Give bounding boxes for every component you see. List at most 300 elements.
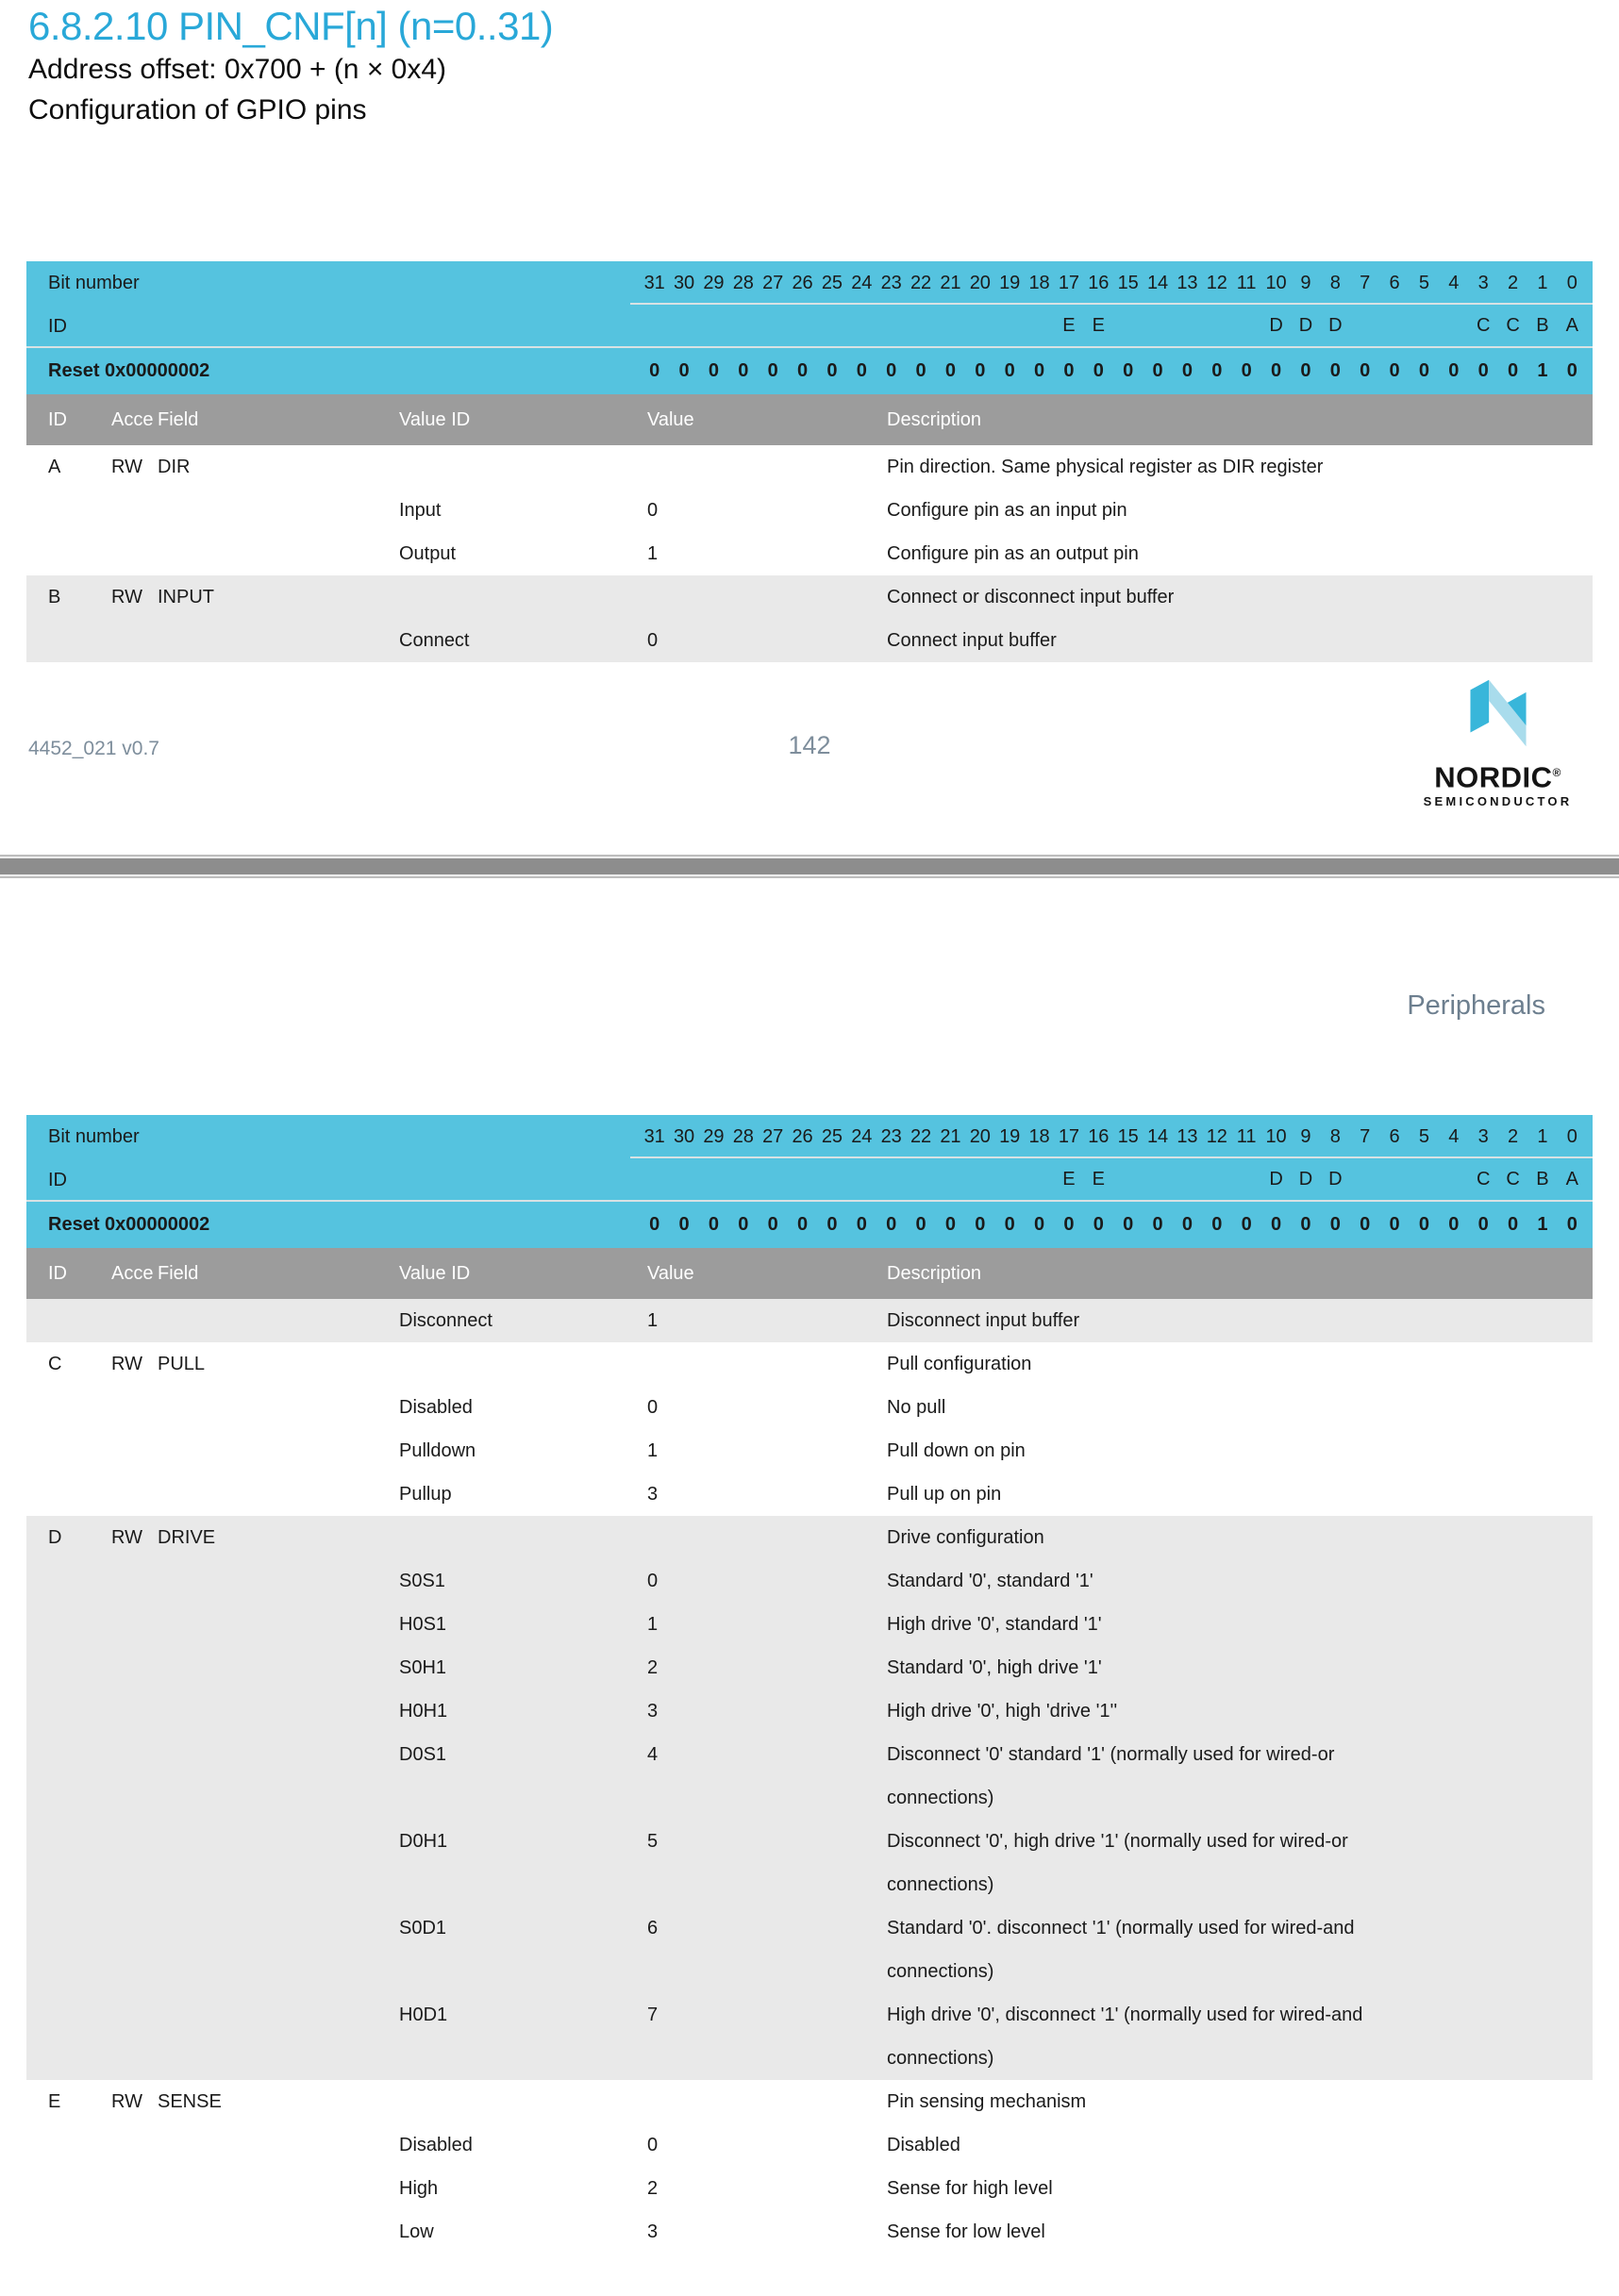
- id-letter: [995, 305, 1025, 346]
- bit-number: 5: [1418, 1125, 1429, 1147]
- value: 1: [647, 1310, 659, 1331]
- reset-bit-value: 0: [1566, 360, 1577, 381]
- field-id: C: [48, 1354, 62, 1374]
- registered-mark: ®: [1552, 766, 1561, 779]
- document-id: 4452_021 v0.7: [28, 738, 159, 759]
- bit-number: 28: [732, 1125, 754, 1147]
- column-header-description: Description: [887, 1263, 982, 1284]
- bit-number: 24: [851, 272, 873, 293]
- value: 5: [647, 1831, 659, 1852]
- id-letter: [965, 1158, 994, 1200]
- reset-bit-value: 0: [1152, 1214, 1163, 1235]
- table-row: [26, 1429, 1593, 1472]
- bit-number: 21: [940, 272, 961, 293]
- description: High drive '0', high 'drive '1'': [887, 1701, 1118, 1722]
- bit-number: 23: [880, 272, 902, 293]
- bit-number: 9: [1300, 272, 1311, 293]
- reset-bit-value: 0: [1004, 1214, 1015, 1235]
- field-id: D: [48, 1527, 62, 1548]
- value-id: S0H1: [399, 1657, 447, 1678]
- id-letter: [1143, 305, 1172, 346]
- bit-number: 31: [643, 272, 665, 293]
- id-letter: [728, 1158, 758, 1200]
- field-name: DIR: [158, 457, 191, 477]
- id-letter: [876, 1158, 906, 1200]
- id-letter: [995, 1158, 1025, 1200]
- field-id: E: [48, 2091, 61, 2112]
- bit-number: 8: [1329, 272, 1341, 293]
- description: High drive '0', standard '1': [887, 1614, 1102, 1635]
- bit-number: 24: [851, 1125, 873, 1147]
- table-row: [26, 532, 1593, 575]
- id-letter: [1379, 1158, 1409, 1200]
- reset-bit-value: 0: [738, 1214, 749, 1235]
- value: 1: [647, 543, 659, 564]
- field-access: RW: [111, 2091, 142, 2112]
- value-id: D0S1: [399, 1744, 447, 1765]
- bit-number: 19: [999, 272, 1021, 293]
- bit-number: 18: [1028, 272, 1050, 293]
- id-letter-row: [26, 305, 1593, 348]
- reset-bit-value: 0: [1181, 360, 1193, 381]
- id-letter: B: [1536, 314, 1549, 336]
- id-letter: C: [1476, 1168, 1491, 1190]
- id-letter: [640, 1158, 669, 1200]
- bit-number: 30: [673, 272, 695, 293]
- id-letter: D: [1298, 314, 1313, 336]
- bit-number: 3: [1477, 1125, 1489, 1147]
- reset-bit-value: 0: [1211, 1214, 1223, 1235]
- register-field-rows: [26, 1299, 1593, 2254]
- id-row-label: ID: [48, 1170, 67, 1190]
- table-row: [26, 1820, 1593, 1906]
- id-letter: [1410, 1158, 1439, 1200]
- reset-bit-value: 0: [886, 1214, 897, 1235]
- column-header-access: Acce: [111, 409, 154, 430]
- column-header-id: ID: [48, 1263, 67, 1284]
- reset-label: Reset 0x00000002: [48, 1214, 210, 1235]
- reset-bit-value: 0: [1300, 360, 1311, 381]
- table-row: [26, 1993, 1593, 2080]
- register-table-page2: [26, 1115, 1593, 2254]
- id-letter: [1202, 1158, 1231, 1200]
- reset-bit-value: 0: [1329, 360, 1341, 381]
- value-id: H0D1: [399, 2005, 448, 2025]
- bit-number: 15: [1117, 1125, 1139, 1147]
- bit-number: 6: [1389, 272, 1400, 293]
- reset-bit-value: 0: [826, 1214, 838, 1235]
- column-header-id: ID: [48, 409, 67, 430]
- description: Pin direction. Same physical register as DIR register: [887, 457, 1324, 477]
- id-letter: A: [1565, 314, 1578, 336]
- value: 3: [647, 2221, 659, 2242]
- reset-bit-value: 0: [708, 360, 719, 381]
- reset-bit-value: 0: [944, 360, 956, 381]
- bit-number: 17: [1058, 272, 1080, 293]
- field-name: DRIVE: [158, 1527, 216, 1548]
- value-id: Pullup: [399, 1484, 452, 1505]
- reset-bit-value: 0: [678, 360, 690, 381]
- table-row: [26, 1299, 1593, 1342]
- reset-bit-value: 1: [1537, 1214, 1548, 1235]
- value-id: D0H1: [399, 1831, 448, 1852]
- id-letter: [876, 305, 906, 346]
- bit-number: 7: [1360, 1125, 1371, 1147]
- reset-bit-value: 0: [1271, 360, 1282, 381]
- reset-bit-value: 0: [1389, 1214, 1400, 1235]
- table-row: [26, 2167, 1593, 2210]
- bit-number: 31: [643, 1125, 665, 1147]
- value-id: Disabled: [399, 2135, 473, 2155]
- bit-number: 5: [1418, 272, 1429, 293]
- value: 7: [647, 2005, 659, 2025]
- id-letter: [788, 1158, 817, 1200]
- bit-number-row: [26, 261, 1593, 305]
- bit-number: 13: [1177, 272, 1198, 293]
- id-letter: E: [1092, 314, 1105, 336]
- id-letter: [817, 305, 846, 346]
- id-letter: [1173, 305, 1202, 346]
- reset-bit-value: 0: [1004, 360, 1015, 381]
- value: 0: [647, 2135, 659, 2155]
- bit-number: 14: [1146, 272, 1169, 293]
- register-field-rows: [26, 445, 1593, 662]
- bit-number: 20: [969, 1125, 991, 1147]
- description: Disconnect input buffer: [887, 1310, 1080, 1331]
- value-id: H0S1: [399, 1614, 447, 1635]
- id-letter: [699, 305, 728, 346]
- id-letter: D: [1269, 1168, 1283, 1190]
- id-letter-cells: [640, 1158, 1587, 1200]
- reset-bit-value: 0: [975, 360, 986, 381]
- bit-number: 19: [999, 1125, 1021, 1147]
- reset-bit-value: 0: [1211, 360, 1223, 381]
- value: 4: [647, 1744, 659, 1765]
- bit-number: 7: [1360, 272, 1371, 293]
- reset-bit-value: 0: [1123, 1214, 1134, 1235]
- reset-bit-value: 0: [1241, 1214, 1252, 1235]
- bit-number: 29: [703, 1125, 725, 1147]
- bit-number-label: Bit number: [48, 1126, 140, 1147]
- table-row: [26, 1342, 1593, 1386]
- table-row: [26, 1472, 1593, 1516]
- bit-number-row: [26, 1115, 1593, 1158]
- bit-number: 8: [1329, 1125, 1341, 1147]
- id-letter: C: [1506, 314, 1520, 336]
- description: Pull down on pin: [887, 1440, 1026, 1461]
- reset-bit-value: 0: [1063, 1214, 1075, 1235]
- id-row-label: ID: [48, 316, 67, 337]
- logo-subtitle-text: SEMICONDUCTOR: [1423, 794, 1573, 809]
- value-id: Disconnect: [399, 1310, 492, 1331]
- bit-number: 1: [1537, 1125, 1548, 1147]
- reset-bit-value: 0: [797, 360, 809, 381]
- reset-value-row: [26, 1202, 1593, 1248]
- reset-bit-value: 0: [1241, 360, 1252, 381]
- bit-number: 0: [1566, 272, 1577, 293]
- reset-bit-value: 0: [708, 1214, 719, 1235]
- id-letter: E: [1062, 1168, 1076, 1190]
- bit-number: 1: [1537, 272, 1548, 293]
- id-letter: [817, 1158, 846, 1200]
- bit-number: 17: [1058, 1125, 1080, 1147]
- id-letter: [1379, 305, 1409, 346]
- logo-brand-text: NORDIC®: [1434, 760, 1561, 794]
- bit-number: 26: [792, 272, 813, 293]
- description: Pull up on pin: [887, 1484, 1002, 1505]
- bit-number: 0: [1566, 1125, 1577, 1147]
- reset-bit-value: 0: [1271, 1214, 1282, 1235]
- reset-bit-value: 0: [649, 360, 660, 381]
- field-access: RW: [111, 587, 142, 607]
- reset-bit-value: 0: [1181, 1214, 1193, 1235]
- reset-bit-value: 0: [767, 1214, 778, 1235]
- description: Configure pin as an input pin: [887, 500, 1127, 521]
- value: 0: [647, 1397, 659, 1418]
- bit-number: 12: [1206, 1125, 1227, 1147]
- reset-value-cells: [640, 1202, 1587, 1248]
- nordic-semiconductor-logo: [1415, 674, 1580, 808]
- separator-line: [0, 876, 1619, 878]
- reset-bit-value: 0: [915, 360, 926, 381]
- value-id: Connect: [399, 630, 470, 651]
- bit-number: 22: [910, 272, 932, 293]
- field-id: A: [48, 457, 61, 477]
- bit-number: 2: [1508, 272, 1519, 293]
- reset-bit-value: 0: [915, 1214, 926, 1235]
- column-header-row: [26, 1248, 1593, 1299]
- bit-number: 22: [910, 1125, 932, 1147]
- reset-bit-value: 0: [1566, 1214, 1577, 1235]
- bit-number: 18: [1028, 1125, 1050, 1147]
- bit-number: 30: [673, 1125, 695, 1147]
- reset-bit-value: 0: [886, 360, 897, 381]
- value-id: High: [399, 2178, 439, 2199]
- reset-bit-value: 0: [856, 1214, 867, 1235]
- column-header-access: Acce: [111, 1263, 154, 1284]
- id-letter: [759, 1158, 788, 1200]
- table-row: [26, 489, 1593, 532]
- reset-bit-value: 0: [1389, 360, 1400, 381]
- reset-bit-value: 0: [1360, 360, 1371, 381]
- bit-number: 10: [1265, 1125, 1287, 1147]
- running-header-peripherals: Peripherals: [1407, 990, 1545, 1021]
- reset-bit-value: 0: [1152, 360, 1163, 381]
- bit-number: 10: [1265, 272, 1287, 293]
- table-row: [26, 619, 1593, 662]
- bit-number: 25: [821, 1125, 843, 1147]
- reset-bit-value: 0: [1093, 360, 1104, 381]
- id-letter: [788, 305, 817, 346]
- description: Connect input buffer: [887, 630, 1057, 651]
- reset-bit-value: 0: [1063, 360, 1075, 381]
- page-break-separator: [0, 855, 1619, 878]
- id-letter: [640, 305, 669, 346]
- reset-bit-value: 0: [856, 360, 867, 381]
- description: Disconnect '0', high drive '1' (normally used for wired-or connections): [887, 1831, 1348, 1895]
- reset-bit-value: 0: [797, 1214, 809, 1235]
- id-letter: [965, 305, 994, 346]
- table-row: [26, 1689, 1593, 1733]
- reset-label: Reset 0x00000002: [48, 360, 210, 381]
- description: Standard '0', standard '1': [887, 1571, 1093, 1591]
- field-access: RW: [111, 1527, 142, 1548]
- id-letter: D: [1269, 314, 1283, 336]
- table-row: [26, 1603, 1593, 1646]
- description: High drive '0', disconnect '1' (normally used for wired-and connections): [887, 2005, 1363, 2069]
- id-letter: [728, 305, 758, 346]
- description: No pull: [887, 1397, 946, 1418]
- description: Disabled: [887, 2135, 960, 2155]
- bit-number: 16: [1088, 272, 1110, 293]
- reset-bit-value: 0: [1418, 1214, 1429, 1235]
- reset-value-cells: [640, 348, 1587, 394]
- description: Disconnect '0' standard '1' (normally used for wired-or connections): [887, 1744, 1335, 1808]
- id-letter: [936, 305, 965, 346]
- reset-bit-value: 0: [1123, 360, 1134, 381]
- table-row: [26, 1733, 1593, 1820]
- bit-number: 15: [1117, 272, 1139, 293]
- id-letter: [1025, 1158, 1054, 1200]
- value-id: S0S1: [399, 1571, 445, 1591]
- id-letter: D: [1298, 1168, 1313, 1190]
- value: 2: [647, 2178, 659, 2199]
- id-letter: [1113, 1158, 1143, 1200]
- bit-number: 4: [1448, 272, 1460, 293]
- description: Drive configuration: [887, 1527, 1044, 1548]
- bit-number: 11: [1236, 272, 1257, 293]
- reset-bit-value: 0: [738, 360, 749, 381]
- separator-bar: [0, 858, 1619, 874]
- reset-bit-value: 0: [1448, 360, 1460, 381]
- bit-number-label: Bit number: [48, 273, 140, 293]
- id-letter: [1232, 1158, 1261, 1200]
- id-letter: [1350, 305, 1379, 346]
- reset-bit-value: 0: [1508, 360, 1519, 381]
- column-header-value-id: Value ID: [399, 1263, 471, 1284]
- value-id: Disabled: [399, 1397, 473, 1418]
- reset-bit-value: 0: [1093, 1214, 1104, 1235]
- description: Pin sensing mechanism: [887, 2091, 1087, 2112]
- reset-bit-value: 0: [1360, 1214, 1371, 1235]
- id-letter: [759, 305, 788, 346]
- reset-bit-value: 0: [1329, 1214, 1341, 1235]
- field-name: PULL: [158, 1354, 206, 1374]
- id-letter: [906, 305, 935, 346]
- value: 0: [647, 500, 659, 521]
- table-row: [26, 1516, 1593, 1559]
- bit-number-cells: [640, 261, 1587, 305]
- id-letter: [1202, 305, 1231, 346]
- id-letter: [1410, 305, 1439, 346]
- description: Pull configuration: [887, 1354, 1032, 1374]
- reset-bit-value: 1: [1537, 360, 1548, 381]
- bit-number: 3: [1477, 272, 1489, 293]
- bit-number: 25: [821, 272, 843, 293]
- bit-number: 27: [762, 1125, 784, 1147]
- id-letter: E: [1092, 1168, 1105, 1190]
- description: Sense for low level: [887, 2221, 1045, 2242]
- id-letter: [1025, 305, 1054, 346]
- reset-bit-value: 0: [1300, 1214, 1311, 1235]
- id-letter: [906, 1158, 935, 1200]
- table-row: [26, 445, 1593, 489]
- bit-number: 13: [1177, 1125, 1198, 1147]
- bit-number: 16: [1088, 1125, 1110, 1147]
- reset-bit-value: 0: [1477, 1214, 1489, 1235]
- reset-bit-value: 0: [975, 1214, 986, 1235]
- id-letter-cells: [640, 305, 1587, 346]
- value-id: Output: [399, 543, 457, 564]
- table-row: [26, 575, 1593, 619]
- id-letter: [936, 1158, 965, 1200]
- reset-bit-value: 0: [678, 1214, 690, 1235]
- table-row: [26, 1646, 1593, 1689]
- column-header-value: Value: [647, 409, 694, 430]
- reset-bit-value: 0: [826, 360, 838, 381]
- reset-value-row: [26, 348, 1593, 394]
- column-header-field: Field: [158, 409, 199, 430]
- value: 0: [647, 630, 659, 651]
- description: Connect or disconnect input buffer: [887, 587, 1175, 607]
- description: Configure pin as an output pin: [887, 543, 1139, 564]
- id-letter: [847, 305, 876, 346]
- table-row: [26, 2080, 1593, 2123]
- id-letter: D: [1328, 314, 1343, 336]
- id-letter: A: [1565, 1168, 1578, 1190]
- field-access: RW: [111, 457, 142, 477]
- description: Sense for high level: [887, 2178, 1053, 2199]
- reset-bit-value: 0: [944, 1214, 956, 1235]
- value: 3: [647, 1484, 659, 1505]
- bit-number: 2: [1508, 1125, 1519, 1147]
- id-letter: [1439, 1158, 1468, 1200]
- bit-number: 4: [1448, 1125, 1460, 1147]
- column-header-row: [26, 394, 1593, 445]
- field-id: B: [48, 587, 61, 607]
- id-letter: [669, 1158, 698, 1200]
- table-row: [26, 1906, 1593, 1993]
- id-letter: [1439, 305, 1468, 346]
- bit-number: 23: [880, 1125, 902, 1147]
- table-row: [26, 1386, 1593, 1429]
- address-offset-text: Address offset: 0x700 + (n × 0x4): [28, 54, 447, 85]
- bit-number: 29: [703, 272, 725, 293]
- value: 0: [647, 1571, 659, 1591]
- field-name: INPUT: [158, 587, 214, 607]
- table-row: [26, 2123, 1593, 2167]
- section-title: 6.8.2.10 PIN_CNF[n] (n=0..31): [28, 4, 554, 48]
- value-id: Low: [399, 2221, 434, 2242]
- reset-bit-value: 0: [1448, 1214, 1460, 1235]
- bit-number: 14: [1146, 1125, 1169, 1147]
- nordic-n-icon: [1460, 674, 1537, 752]
- reset-bit-value: 0: [1034, 1214, 1045, 1235]
- reset-bit-value: 0: [649, 1214, 660, 1235]
- id-letter: [669, 305, 698, 346]
- id-letter: [847, 1158, 876, 1200]
- description: Standard '0'. disconnect '1' (normally used for wired-and connections): [887, 1918, 1355, 1982]
- table-row: [26, 1559, 1593, 1603]
- bit-number: 21: [940, 1125, 961, 1147]
- value: 2: [647, 1657, 659, 1678]
- value-id: Input: [399, 500, 442, 521]
- bit-number: 11: [1236, 1125, 1257, 1147]
- value: 6: [647, 1918, 659, 1938]
- field-access: RW: [111, 1354, 142, 1374]
- bit-number: 28: [732, 272, 754, 293]
- value: 3: [647, 1701, 659, 1722]
